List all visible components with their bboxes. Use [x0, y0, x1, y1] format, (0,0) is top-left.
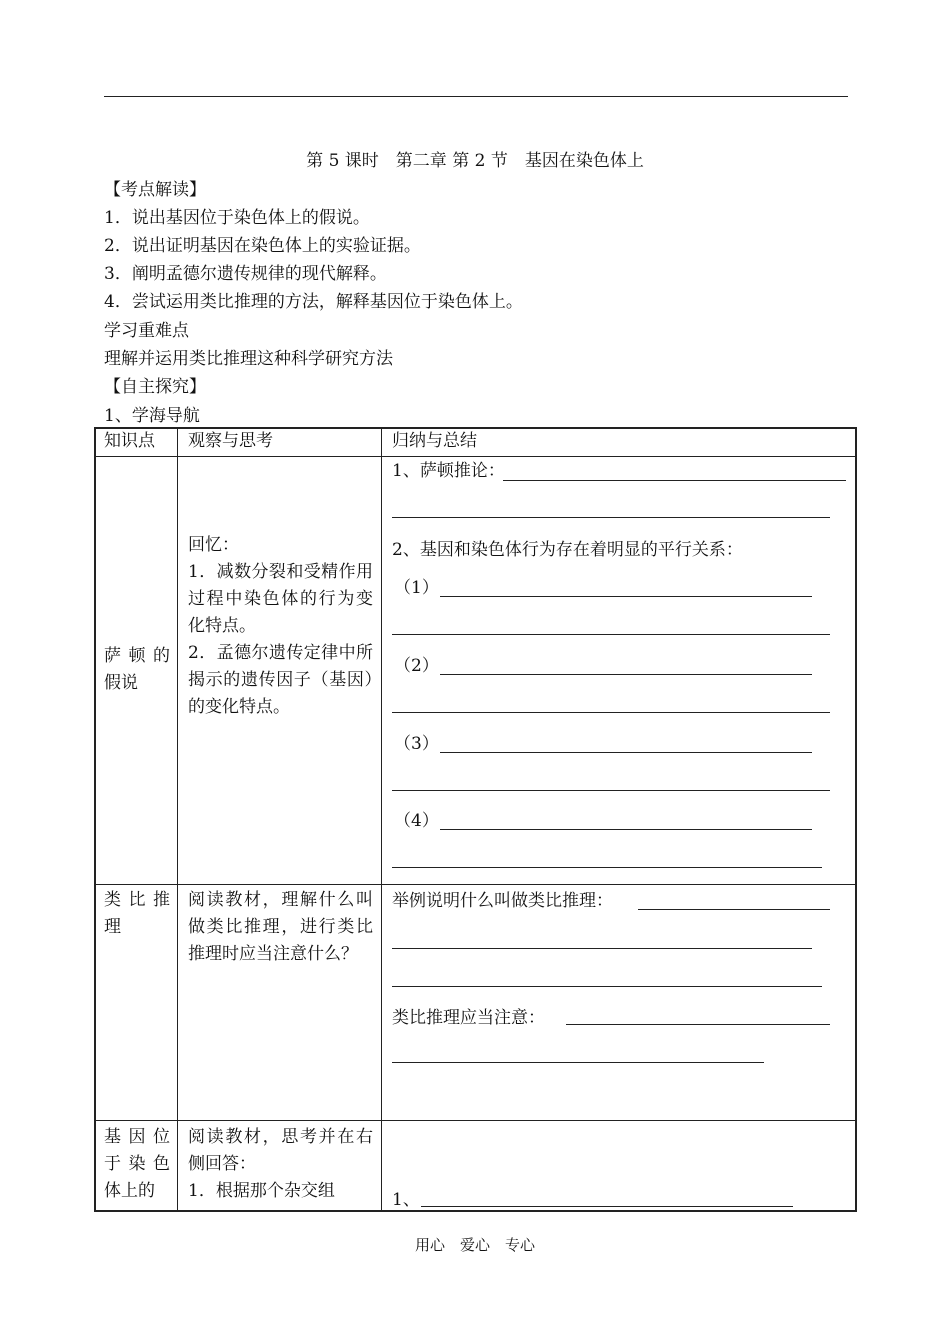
page-footer: 用心 爱心 专心: [414, 1236, 535, 1254]
kaodian-item: 3．阐明孟德尔遗传规律的现代解释。: [104, 264, 387, 284]
answer-blank[interactable]: [503, 480, 846, 481]
row1-observe-line: 1．减数分裂和受精作用过程中染色体的行为变化特点。: [188, 562, 373, 636]
row2-summary-q2: 类比推理应当注意：: [392, 1008, 545, 1028]
header-summary: 归纳与总结: [392, 431, 477, 451]
row3-observe: [188, 1124, 373, 1205]
difficulty-header: 学习重难点: [104, 321, 189, 341]
difficulty-text: 理解并运用类比推理这种科学研究方法: [104, 349, 393, 369]
answer-blank[interactable]: [392, 712, 830, 713]
row2-knowledge: 类比推理: [104, 890, 170, 937]
answer-blank[interactable]: [392, 517, 830, 518]
nav-label: 1、学海导航: [104, 406, 200, 426]
kaodian-header: 【考点解读】: [104, 180, 206, 200]
kaodian-item: 4．尝试运用类比推理的方法，解释基因位于染色体上。: [104, 292, 523, 312]
row1-observe-line: 2．孟德尔遗传定律中所揭示的遗传因子（基因）的变化特点。: [188, 643, 373, 717]
answer-blank[interactable]: [440, 752, 812, 753]
kaodian-item: 1．说出基因位于染色体上的假说。: [104, 208, 370, 228]
row1-observe: [188, 532, 373, 721]
row1-observe-line: 回忆：: [188, 535, 239, 555]
answer-blank[interactable]: [392, 986, 822, 987]
table-border-bottom: [94, 1210, 857, 1212]
row2-observe: 阅读教材，理解什么叫做类比推理，进行类比推理时应当注意什么？: [188, 890, 373, 964]
answer-blank[interactable]: [440, 596, 812, 597]
table-row-divider: [94, 1120, 857, 1121]
answer-blank[interactable]: [421, 1206, 793, 1207]
table-border-right: [855, 427, 857, 1211]
table-col-divider: [381, 427, 382, 1211]
page-title: 第 5 课时 第二章 第 2 节 基因在染色体上: [306, 151, 644, 171]
row3-summary-q1: 1、: [392, 1190, 420, 1210]
answer-blank[interactable]: [440, 674, 812, 675]
answer-blank[interactable]: [392, 948, 812, 949]
sub-label: （2）: [394, 656, 439, 676]
header-knowledge: 知识点: [104, 431, 155, 451]
header-observe: 观察与思考: [188, 431, 273, 451]
explore-header: 【自主探究】: [104, 377, 206, 397]
table-row-divider: [94, 884, 857, 885]
header-rule: [104, 96, 848, 97]
sub-label: （3）: [394, 734, 439, 754]
row1-summary-q1: 1、萨顿推论：: [392, 461, 505, 481]
kaodian-item: 2．说出证明基因在染色体上的实验证据。: [104, 236, 421, 256]
row3-knowledge: 基因位于染色体上的: [104, 1127, 170, 1201]
row3-observe-line: 1．根据那个杂交组: [188, 1181, 335, 1201]
row1-knowledge: 萨顿的假说: [104, 646, 170, 693]
table-col-divider: [177, 427, 178, 1211]
answer-blank[interactable]: [440, 829, 812, 830]
sub-label: （1）: [394, 578, 439, 598]
answer-blank[interactable]: [392, 634, 830, 635]
row1-summary-q2: 2、基因和染色体行为存在着明显的平行关系：: [392, 540, 743, 560]
answer-blank[interactable]: [638, 909, 830, 910]
answer-blank[interactable]: [392, 790, 830, 791]
row3-observe-line: 阅读教材，思考并在右侧回答：: [188, 1127, 373, 1174]
answer-blank[interactable]: [566, 1024, 830, 1025]
answer-blank[interactable]: [392, 1062, 764, 1063]
row2-summary-q1: 举例说明什么叫做类比推理：: [392, 891, 613, 911]
table-header-divider: [94, 456, 857, 457]
table-border-left: [94, 427, 96, 1211]
sub-label: （4）: [394, 811, 439, 831]
answer-blank[interactable]: [392, 867, 822, 868]
